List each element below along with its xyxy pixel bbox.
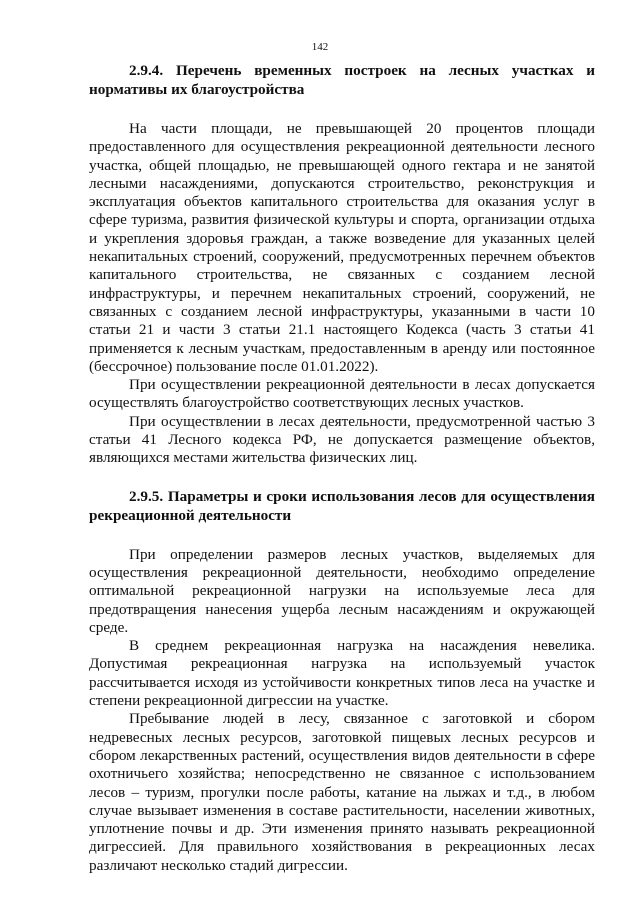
section-heading: 2.9.5. Параметры и сроки использования лесов для осуществления рекреационной деятельности	[89, 487, 595, 524]
paragraph: При осуществлении рекреационной деятельности в лесах допускается осуществлять благоустройство соответствующих лесных участков.	[89, 376, 595, 412]
paragraph: В среднем рекреационная нагрузка на насаждения невелика. Допустимая рекреационная нагрузка на используемый участок рассчитывается исходя из устойчивости конкретных типов леса на участке и степени рекреационной дигрессии на участке.	[89, 637, 595, 710]
page-number: 142	[311, 41, 329, 53]
paragraph: При осуществлении в лесах деятельности, предусмотренной частью 3 статьи 41 Лесного кодекса РФ, не допускается размещение объектов, являющихся местами жительства физических лиц.	[89, 412, 595, 467]
paragraph: При определении размеров лесных участков, выделяемых для осуществления рекреационной деятельности, необходимо определение оптимальной рекреационной нагрузки на используемые леса для предотвращения нанесения ущерба лесным насаждениям и окружающей среде.	[89, 545, 595, 636]
section-2-9-4	[89, 61, 595, 468]
page-content	[89, 61, 595, 875]
paragraph: На части площади, не превышающей 20 процентов площади предоставленного для осуществления рекреационной деятельности лесного участка, общей площадью, не превышающей одного гектара и не занятой лесными насаждениями, допускаются строительство, реконструкция и эксплуатация объектов капитального строительства для оказания услуг в сфере туризма, развития физической культуры и спорта, организации отдыха и укрепления здоровья граждан, а также возведение для указанных целей некапитальных строений, сооружений, предусмотренных перечнем объектов капитального строительства, не связанных с созданием лесной инфраструктуры, и перечнем некапитальных строений, сооружений, не связанных с созданием лесной инфраструктуры, указанными в части 10 статьи 21 и части 3 статьи 21.1 настоящего Кодекса (часть 3 статьи 41 применяется к лесным участкам, предоставленным в аренду или постоянное (бессрочное) пользование после 01.01.2022).	[89, 120, 595, 375]
section-2-9-5	[89, 487, 595, 875]
paragraph: Пребывание людей в лесу, связанное с заготовкой и сбором недревесных лесных ресурсов, заготовкой пищевых лесных ресурсов и сбором лекарственных растений, осуществления видов деятельности в сфере охотничьего хозяйства; непосредственно не связанное с использованием лесов – туризм, прогулки после работы, катание на лыжах и т.д., в любом случае вызывает изменения в составе растительности, населении животных, уплотнение почвы и др. Эти изменения принято называть рекреационной дигрессией. Для правильного хозяйствования в рекреационных лесах различают несколько стадий дигрессии.	[89, 710, 595, 874]
section-heading: 2.9.4. Перечень временных построек на лесных участках и нормативы их благоустройства	[89, 62, 595, 98]
